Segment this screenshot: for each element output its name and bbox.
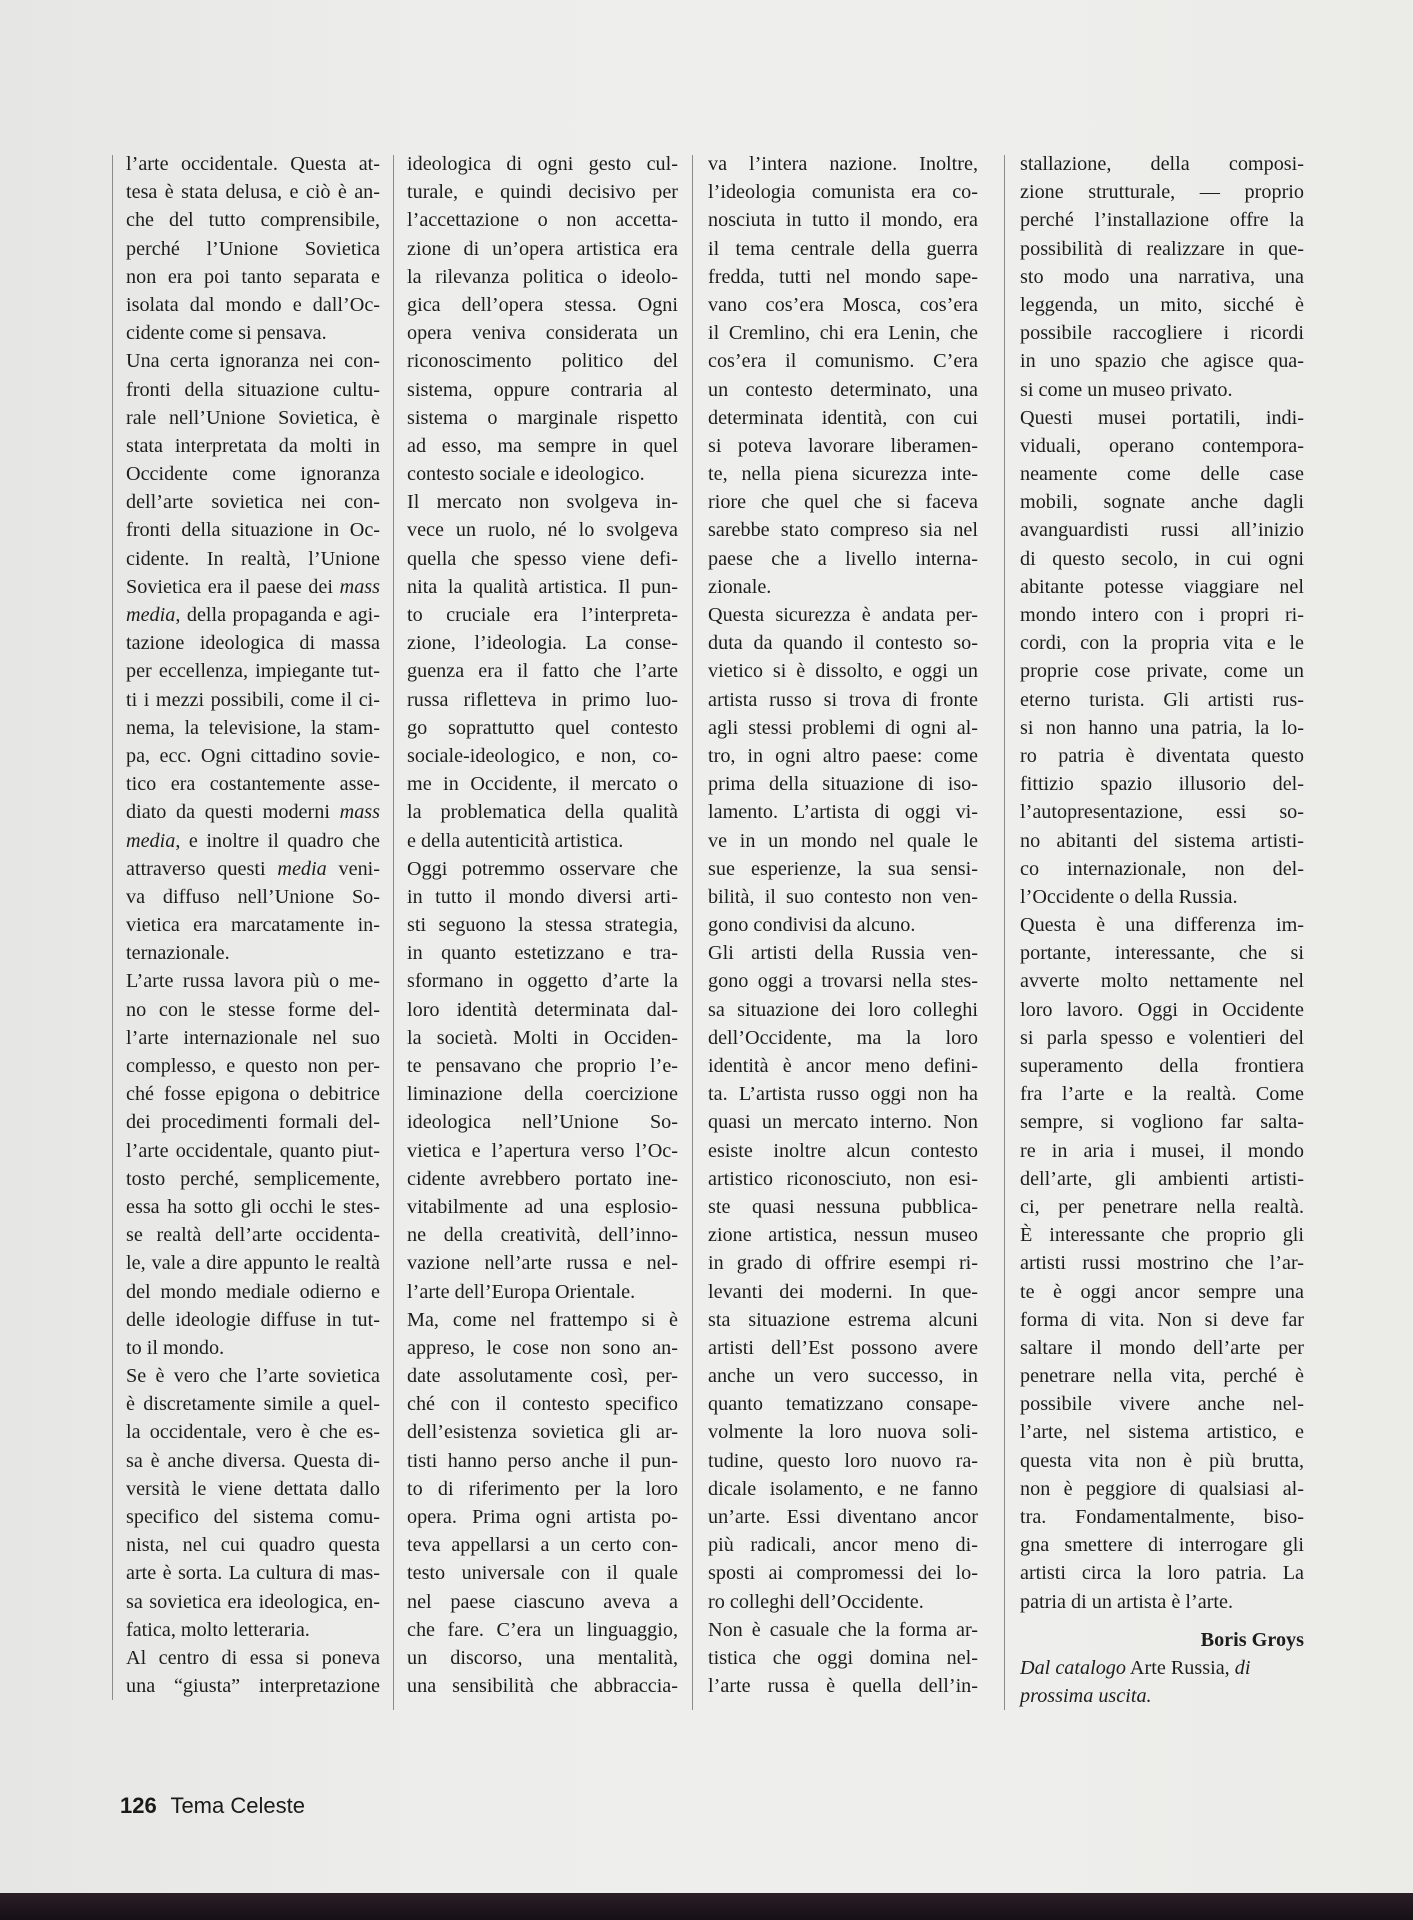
column-rule <box>1004 155 1005 1710</box>
text-line: contesto sociale e ideologico. <box>407 463 645 486</box>
text-line: si poteva lavorare liberamen- <box>708 434 978 457</box>
text-line: È interessante che proprio gli <box>1020 1224 1304 1247</box>
text-line: sa è anche diversa. Questa di- <box>126 1449 380 1472</box>
text-line: cos’era il comunismo. C’era <box>708 350 978 373</box>
column-rule <box>692 155 693 1710</box>
text-line: fra l’arte e la realtà. Come <box>1020 1083 1304 1106</box>
text-line: vano cos’era Mosca, cos’era <box>708 293 978 316</box>
text-line: quasi un mercato interno. Non <box>708 1111 978 1134</box>
text-line: mobili, sognate anche dagli <box>1020 491 1304 514</box>
text-line: va l’intera nazione. Inoltre, <box>708 153 978 175</box>
text-line: prima della situazione di iso- <box>708 773 978 796</box>
text-line: il tema centrale della guerra <box>708 237 978 260</box>
text-line: date assolutamente così, per- <box>407 1365 678 1388</box>
text-line: tro, in ogni altro paese: come <box>708 744 978 767</box>
text-line: ad esso, ma sempre in quel <box>407 434 678 457</box>
text-line: L’arte russa lavora più o me- <box>126 970 380 993</box>
text-line: vietico si è dissolto, e oggi un <box>708 660 978 683</box>
text-line: perché l’Unione Sovietica <box>126 237 380 260</box>
source-note <box>1020 1654 1304 1710</box>
text-line: la occidentale, vero è che es- <box>126 1421 380 1444</box>
text-line: me in Occidente, il mercato o <box>407 773 678 796</box>
text-line: bilità, il suo contesto non ven- <box>708 885 978 908</box>
text-line: il Cremlino, chi era Lenin, che <box>708 322 978 345</box>
text-line: loro lavoro. Oggi in Occidente <box>1020 998 1304 1021</box>
text-line: tazione ideologica di massa <box>126 632 380 655</box>
text-line: nita la qualità artistica. Il pun- <box>407 575 678 598</box>
source-note-prefix: Dal catalogo <box>1020 1656 1126 1679</box>
text-line: sta situazione estrema alcuni <box>708 1308 978 1331</box>
text-line: delle ideologie diffuse in tut- <box>126 1308 380 1331</box>
column-rule <box>393 155 394 1710</box>
text-line: artisti circa la loro patria. La <box>1020 1562 1304 1585</box>
text-line: ché con il contesto specifico <box>407 1393 678 1416</box>
text-line: sposti ai compromessi dei lo- <box>708 1562 978 1585</box>
text-line: per eccellenza, impiegante tut- <box>126 660 380 683</box>
text-column-4 <box>1020 150 1304 1710</box>
text-line: eterno turista. Gli artisti rus- <box>1020 688 1304 711</box>
text-line: quella che spesso viene defi- <box>407 547 678 570</box>
text-line: artista russo si trova di fronte <box>708 688 978 711</box>
text-line: tesa è stata delusa, e ciò è an- <box>126 181 380 204</box>
text-line: sti seguono la stessa strategia, <box>407 914 678 937</box>
text-line: e della autenticità artistica. <box>407 829 624 852</box>
text-line: l’arte, nel sistema artistico, e <box>1020 1421 1304 1444</box>
text-line: la rilevanza politica o ideolo- <box>407 265 678 288</box>
text-column-1 <box>126 150 380 1700</box>
text-line: l’accettazione o non accetta- <box>407 209 678 232</box>
text-line: in grado di offrire esempi ri- <box>708 1252 978 1275</box>
text-line: zione di un’opera artistica era <box>407 237 678 260</box>
text-line: ché fosse epigona o debitrice <box>126 1083 380 1106</box>
text-line: in tutto il mondo diversi arti- <box>407 885 678 908</box>
text-line: ti i mezzi possibili, come il ci- <box>126 688 380 711</box>
text-line: Questa è una differenza im- <box>1020 914 1304 937</box>
text-line: Al centro di essa si poneva <box>126 1646 380 1669</box>
text-line: te è oggi ancor sempre una <box>1020 1280 1304 1303</box>
text-line: versità le viene dettata dallo <box>126 1477 380 1500</box>
italic-term: media <box>277 857 327 880</box>
text-line: paese che a livello interna- <box>708 547 978 570</box>
text-line: una “giusta” interpretazione <box>126 1675 380 1698</box>
text-line: sa sovietica era ideologica, en- <box>126 1590 380 1613</box>
text-line: ro colleghi dell’Occidente. <box>708 1590 924 1613</box>
text-line: cidente come si pensava. <box>126 322 327 345</box>
text-line: penetrare nella vita, perché è <box>1020 1365 1304 1388</box>
text-line: si non hanno una patria, la lo- <box>1020 716 1304 739</box>
text-line: dell’esistenza sovietica gli ar- <box>407 1421 678 1444</box>
page-footer <box>120 1793 305 1819</box>
text-line: possibile raccogliere i ricordi <box>1020 322 1304 345</box>
text-line: ro patria è diventata questo <box>1020 744 1304 767</box>
text-line: Una certa ignoranza nei con- <box>126 350 380 373</box>
text-line: tudine, questo loro nuovo ra- <box>708 1449 978 1472</box>
text-line: zione strutturale, — proprio <box>1020 181 1304 204</box>
text-line: si come un museo privato. <box>1020 378 1233 401</box>
text-line: testo universale con il quale <box>407 1562 678 1585</box>
text-line: volmente la loro nuova soli- <box>708 1421 978 1444</box>
text-line: russa rifletteva in primo luo- <box>407 688 678 711</box>
text-line: artistico riconosciuto, non esi- <box>708 1167 978 1190</box>
text-line: forma di vita. Non si deve far <box>1020 1308 1304 1331</box>
text-line: leggenda, un mito, sicché è <box>1020 293 1304 316</box>
italic-term: mass <box>339 801 380 824</box>
text-line: vitabilmente ad una esplosio- <box>407 1195 678 1218</box>
text-line: sue esperienze, la sua sensi- <box>708 857 978 880</box>
text-line: tico era costantemente asse- <box>126 773 380 796</box>
text-line: che del tutto comprensibile, <box>126 209 380 232</box>
text-line: essa ha sotto gli occhi le stes- <box>126 1195 380 1218</box>
text-line: rale nell’Unione Sovietica, è <box>126 406 380 429</box>
text-line: non era poi tanto separata e <box>126 265 380 288</box>
text-line: agli stessi problemi di ogni al- <box>708 716 978 739</box>
text-line: no con le stesse forme del- <box>126 998 380 1021</box>
text-line: è discretamente simile a quel- <box>126 1393 380 1416</box>
text-line: l’arte russa è quella dell’in- <box>708 1675 978 1698</box>
text-line: possibile vivere anche nel- <box>1020 1393 1304 1416</box>
text-line: nista, nel cui quadro questa <box>126 1534 380 1557</box>
source-note-title: Arte Russia, <box>1129 1656 1230 1679</box>
scan-bottom-edge <box>0 1893 1413 1920</box>
author-signature: Boris Groys <box>1200 1628 1304 1651</box>
magazine-name: Tema Celeste <box>170 1793 305 1818</box>
text-line: stallazione, della composi- <box>1020 153 1304 175</box>
text-column-2 <box>407 150 678 1700</box>
text-line: l’autopresentazione, essi so- <box>1020 801 1304 824</box>
text-line: ve in un mondo nel quale le <box>708 829 978 852</box>
text-line: specifico del sistema comu- <box>126 1506 380 1528</box>
text-line: più radicali, ancor meno di- <box>708 1534 978 1557</box>
text-line: appreso, le cose non sono an- <box>407 1336 678 1359</box>
text-line: abitante potesse viaggiare nel <box>1020 575 1304 598</box>
text-line: media, e inoltre il quadro che <box>126 829 380 852</box>
text-line: ste quasi nessuna pubblica- <box>708 1195 978 1218</box>
text-line: questa vita non è più brutta, <box>1020 1449 1304 1472</box>
text-line: l’arte dell’Europa Orientale. <box>407 1280 636 1303</box>
text-line: zione, l’ideologia. La conse- <box>407 632 678 655</box>
text-line: isolata dal mondo e dall’Oc- <box>126 293 380 316</box>
text-line: viduali, operano contempora- <box>1020 434 1304 457</box>
text-line: l’arte internazionale nel suo <box>126 1026 380 1049</box>
text-line: nosciuta in tutto il mondo, era <box>708 209 978 232</box>
text-column-3 <box>708 150 978 1700</box>
text-line: lamento. L’artista di oggi vi- <box>708 801 978 824</box>
text-line: del mondo mediale odierno e <box>126 1280 380 1303</box>
text-line: ideologica nell’Unione So- <box>407 1111 678 1134</box>
text-line: identità è ancor meno defini- <box>708 1055 978 1077</box>
text-line: no abitanti del sistema artisti- <box>1020 829 1304 852</box>
text-line: re in aria i musei, il mondo <box>1020 1139 1304 1162</box>
text-line: dell’arte sovietica nei con- <box>126 491 380 514</box>
text-line: duta da quando il contesto so- <box>708 632 978 655</box>
text-line: di questo secolo, in cui ogni <box>1020 547 1304 570</box>
text-line: fronti della situazione cultu- <box>126 378 380 401</box>
text-line: dell’Occidente, ma la loro <box>708 1026 978 1049</box>
text-line: ternazionale. <box>126 942 230 965</box>
text-line: nel paese ciascuno aveva a <box>407 1590 678 1613</box>
text-line: vazione nell’arte russa e nel- <box>407 1252 678 1275</box>
text-line: una sensibilità che abbraccia- <box>407 1675 678 1698</box>
text-line: guenza era il fatto che l’arte <box>407 660 678 683</box>
text-line: ideologica di ogni gesto cul- <box>407 153 678 175</box>
text-line: va diffuso nell’Unione So- <box>126 885 380 908</box>
text-line: mondo intero con i propri ri- <box>1020 604 1304 626</box>
text-line: Non è casuale che la forma ar- <box>708 1618 978 1641</box>
text-line: sa situazione dei loro colleghi <box>708 998 978 1021</box>
text-line: la società. Molti in Occiden- <box>407 1026 678 1049</box>
text-line: sociale-ideologico, e non, co- <box>407 744 678 767</box>
text-line: la problematica della qualità <box>407 801 678 824</box>
text-line: artisti russi mostrino che l’ar- <box>1020 1252 1304 1275</box>
text-line: un’arte. Essi diventano ancor <box>708 1506 978 1528</box>
text-line: Oggi potremmo osservare che <box>407 857 678 880</box>
text-line: cordi, con la propria vita e le <box>1020 632 1304 655</box>
text-line: che fare. C’era un linguaggio, <box>407 1618 678 1641</box>
text-line: sistema, oppure contraria al <box>407 378 678 401</box>
text-line: Occidente come ignoranza <box>126 463 380 486</box>
text-line: complesso, e questo non per- <box>126 1055 380 1077</box>
text-line: superamento della frontiera <box>1020 1055 1304 1077</box>
text-line: si parla spesso e volentieri del <box>1020 1026 1304 1049</box>
italic-term: mass <box>339 575 380 598</box>
text-line: zione artistica, nessun museo <box>708 1224 978 1247</box>
text-line: fittizio spazio illusorio del- <box>1020 773 1304 796</box>
text-line: to cruciale era l’interpreta- <box>407 604 678 626</box>
text-line: vietica era marcatamente in- <box>126 914 380 937</box>
text-line: te, nella piena sicurezza inte- <box>708 463 978 486</box>
text-line: portante, interessante, che si <box>1020 942 1304 965</box>
text-line: attraverso questi media veni- <box>126 857 380 880</box>
text-line: sto modo una narrativa, una <box>1020 265 1304 288</box>
text-line: pa, ecc. Ogni cittadino sovie- <box>126 744 380 767</box>
text-line: l’ideologia comunista era co- <box>708 181 978 204</box>
text-line: quanto tematizzano consape- <box>708 1393 978 1416</box>
text-line: Il mercato non svolgeva in- <box>407 491 678 514</box>
text-line: te pensavano che proprio l’e- <box>407 1055 678 1077</box>
text-line: l’arte occidentale, quanto piut- <box>126 1139 380 1162</box>
text-line: gono oggi a trovarsi nella stes- <box>708 970 978 993</box>
text-line: l’arte occidentale. Questa at- <box>126 153 380 175</box>
text-line: sistema o marginale rispetto <box>407 406 678 429</box>
text-line: Questi musei portatili, indi- <box>1020 406 1304 429</box>
text-line: to di riferimento per la loro <box>407 1477 678 1500</box>
text-line: go soprattutto quel contesto <box>407 716 678 739</box>
text-line: tra. Fondamentalmente, biso- <box>1020 1506 1304 1528</box>
source-note-suffix: di prossima uscita. <box>1020 1656 1251 1708</box>
text-line: tisti hanno perso anche il pun- <box>407 1449 678 1472</box>
text-line: fredda, tutti nel mondo sape- <box>708 265 978 288</box>
text-line: l’Occidente o della Russia. <box>1020 885 1238 908</box>
text-line: Questa sicurezza è andata per- <box>708 604 978 626</box>
text-line: stata interpretata da molti in <box>126 434 380 457</box>
text-line: to il mondo. <box>126 1336 225 1359</box>
text-line: un contesto determinato, una <box>708 378 978 401</box>
column-4-lines <box>1020 150 1304 1616</box>
text-line: Gli artisti della Russia ven- <box>708 942 978 965</box>
text-line: un discorso, una mentalità, <box>407 1646 678 1669</box>
text-line: avanguardisti russi all’inizio <box>1020 519 1304 542</box>
text-line: cidente avrebbero portato ine- <box>407 1167 678 1190</box>
text-line: ne della creatività, dell’inno- <box>407 1224 678 1247</box>
text-line: in uno spazio che agisce qua- <box>1020 350 1304 373</box>
text-line: proprie cose private, come un <box>1020 660 1304 683</box>
text-line: Ma, come nel frattempo si è <box>407 1308 678 1331</box>
text-line: teva appellarsi a un certo con- <box>407 1534 678 1557</box>
text-line: turale, e quindi decisivo per <box>407 181 678 204</box>
text-line: perché l’installazione offre la <box>1020 209 1304 232</box>
text-line: patria di un artista è l’arte. <box>1020 1590 1233 1613</box>
text-line: dicale isolamento, e ne fanno <box>708 1477 978 1500</box>
text-line: sformano in oggetto d’arte la <box>407 970 678 993</box>
text-line: gono condivisi da alcuno. <box>708 914 916 937</box>
text-line: anche un vero successo, in <box>708 1365 978 1388</box>
text-line: in quanto estetizzano e tra- <box>407 942 678 965</box>
text-line: loro identità determinata dal- <box>407 998 678 1021</box>
text-line: cidente. In realtà, l’Unione <box>126 547 380 570</box>
text-line: determinata identità, con cui <box>708 406 978 429</box>
text-line: possibilità di realizzare in que- <box>1020 237 1304 260</box>
text-line: riore che quel che si faceva <box>708 491 978 514</box>
text-line: dei procedimenti formali del- <box>126 1111 380 1134</box>
italic-term: media <box>126 604 176 626</box>
text-line: Se è vero che l’arte sovietica <box>126 1365 380 1388</box>
text-line: dell’arte, gli ambienti artisti- <box>1020 1167 1304 1190</box>
text-line: co internazionale, non del- <box>1020 857 1304 880</box>
text-line: fronti della situazione in Oc- <box>126 519 380 542</box>
text-line: tistica che oggi domina nel- <box>708 1646 978 1669</box>
text-line: neamente come delle case <box>1020 463 1304 486</box>
text-line: liminazione della coercizione <box>407 1083 678 1106</box>
text-line: opera. Prima ogni artista po- <box>407 1506 678 1528</box>
text-line: opera veniva considerata un <box>407 322 678 345</box>
text-line: ta. L’artista russo oggi non ha <box>708 1083 978 1106</box>
page-number: 126 <box>120 1793 157 1818</box>
text-line: media, della propaganda e agi- <box>126 604 380 626</box>
text-line: arte è sorta. La cultura di mas- <box>126 1562 380 1585</box>
text-line: sarebbe stato compreso sia nel <box>708 519 978 542</box>
text-line: saltare il mondo dell’arte per <box>1020 1336 1304 1359</box>
text-line: non è peggiore di qualsiasi al- <box>1020 1477 1304 1500</box>
text-line: levanti dei moderni. In que- <box>708 1280 978 1303</box>
text-line: Sovietica era il paese dei mass <box>126 575 380 598</box>
text-line: vece un ruolo, né lo svolgeva <box>407 519 678 542</box>
text-line: nema, la televisione, la stam- <box>126 716 380 739</box>
text-line: fatica, molto letteraria. <box>126 1618 310 1641</box>
text-line: vietica e l’apertura verso l’Oc- <box>407 1139 678 1162</box>
text-line: artisti dell’Est possono avere <box>708 1336 978 1359</box>
text-line: se realtà dell’arte occidenta- <box>126 1224 380 1247</box>
text-line: avverte molto nettamente nel <box>1020 970 1304 993</box>
text-line: ci, per penetrare nella realtà. <box>1020 1195 1304 1218</box>
text-line: le, vale a dire appunto le realtà <box>126 1252 380 1275</box>
text-line: tosto perché, semplicemente, <box>126 1167 380 1190</box>
italic-term: media <box>126 829 176 852</box>
text-line: riconoscimento politico del <box>407 350 678 373</box>
text-line: zionale. <box>708 575 772 598</box>
text-line: sempre, si vogliono far salta- <box>1020 1111 1304 1134</box>
text-line: diato da questi moderni mass <box>126 801 380 824</box>
text-line: gica dell’opera stessa. Ogni <box>407 293 678 316</box>
text-line: esiste inoltre alcun contesto <box>708 1139 978 1162</box>
column-rule <box>112 155 113 1700</box>
text-line: gna smettere di interrogare gli <box>1020 1534 1304 1557</box>
